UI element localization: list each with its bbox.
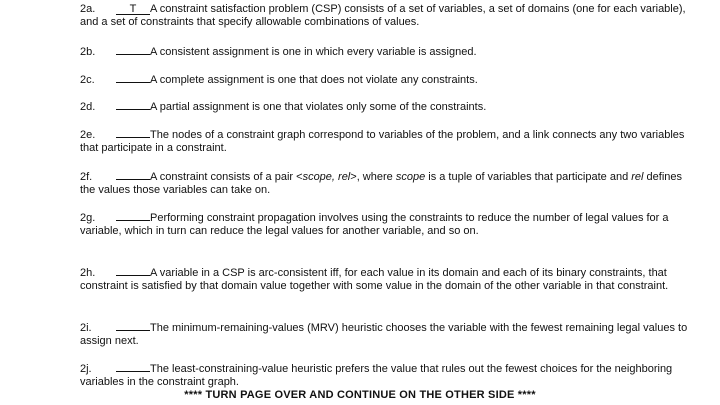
question-number: 2e.: [80, 129, 96, 141]
question-text: A consistent assignment is one in which every variable is assigned.: [150, 46, 477, 58]
question-number: 2d.: [80, 101, 96, 113]
question-text-part: >, where: [350, 171, 396, 183]
question-text: A partial assignment is one that violates only some of the constraints.: [150, 101, 487, 113]
answer-blank[interactable]: [116, 320, 150, 331]
question-text: The least-constraining-value heuristic prefers the value that rules out the fewest choices for the neighboring variables in the constraint graph.: [80, 363, 673, 388]
question-text-italic: scope, rel: [302, 171, 351, 183]
question-text: Performing constraint propagation involves using the constraints to reduce the number of legal values for a variable, which in turn can reduce the legal values for another variable, and so on.: [80, 212, 669, 237]
answer-blank[interactable]: [116, 361, 150, 372]
question-number: 2j.: [80, 363, 92, 375]
question-number: 2b.: [80, 46, 96, 58]
question-text-part: defines the values those variables can take on.: [80, 171, 683, 196]
answer-blank[interactable]: [116, 169, 150, 180]
answer-blank[interactable]: [116, 72, 150, 83]
question-2g: [80, 210, 700, 238]
question-2i: [80, 320, 700, 348]
question-text: A constraint satisfaction problem (CSP) consists of a set of variables, a set of domains (one for each variable), and a set of constraints that specify allowable combinations of values.: [80, 3, 686, 28]
answer-blank[interactable]: [116, 265, 150, 276]
question-number: 2f.: [80, 171, 93, 183]
turn-page-footer: **** TURN PAGE OVER AND CONTINUE ON THE OTHER SIDE ****: [184, 389, 536, 401]
question-2a: [80, 3, 700, 29]
question-number: 2c.: [80, 74, 95, 86]
question-text: The minimum-remaining-values (MRV) heuristic chooses the variable with the fewest remaining legal values to assign next.: [80, 322, 688, 347]
question-2f: [80, 169, 700, 197]
question-number: 2g.: [80, 212, 96, 224]
question-text-part: A constraint consists of a pair <: [150, 171, 303, 183]
question-2j: [80, 361, 700, 389]
question-text: A complete assignment is one that does not violate any constraints.: [150, 74, 478, 86]
question-number: 2h.: [80, 267, 96, 279]
question-text: The nodes of a constraint graph correspond to variables of the problem, and a link connects any two variables that participate in a constraint.: [80, 129, 685, 154]
answer-blank[interactable]: [116, 44, 150, 55]
question-2h: [80, 265, 700, 293]
question-2c: [80, 72, 700, 87]
question-number: 2a.: [80, 3, 96, 15]
question-text-part: is a tuple of variables that participate and: [425, 171, 632, 183]
answer-blank[interactable]: [116, 99, 150, 110]
answer-blank[interactable]: [116, 127, 150, 138]
question-text: A variable in a CSP is arc-consistent iff, for each value in its domain and each of its binary constraints, that constraint is satisfied by that domain value together with some value in the domain of the other variable in that constraint.: [80, 267, 669, 292]
question-2d: [80, 99, 700, 114]
question-text-italic: rel: [631, 171, 644, 183]
answer-blank[interactable]: [116, 210, 150, 221]
answer-blank[interactable]: T: [116, 4, 150, 15]
question-number: 2i.: [80, 322, 92, 334]
question-2e: [80, 127, 700, 155]
question-text-italic: scope: [395, 171, 426, 183]
question-2b: [80, 44, 700, 59]
